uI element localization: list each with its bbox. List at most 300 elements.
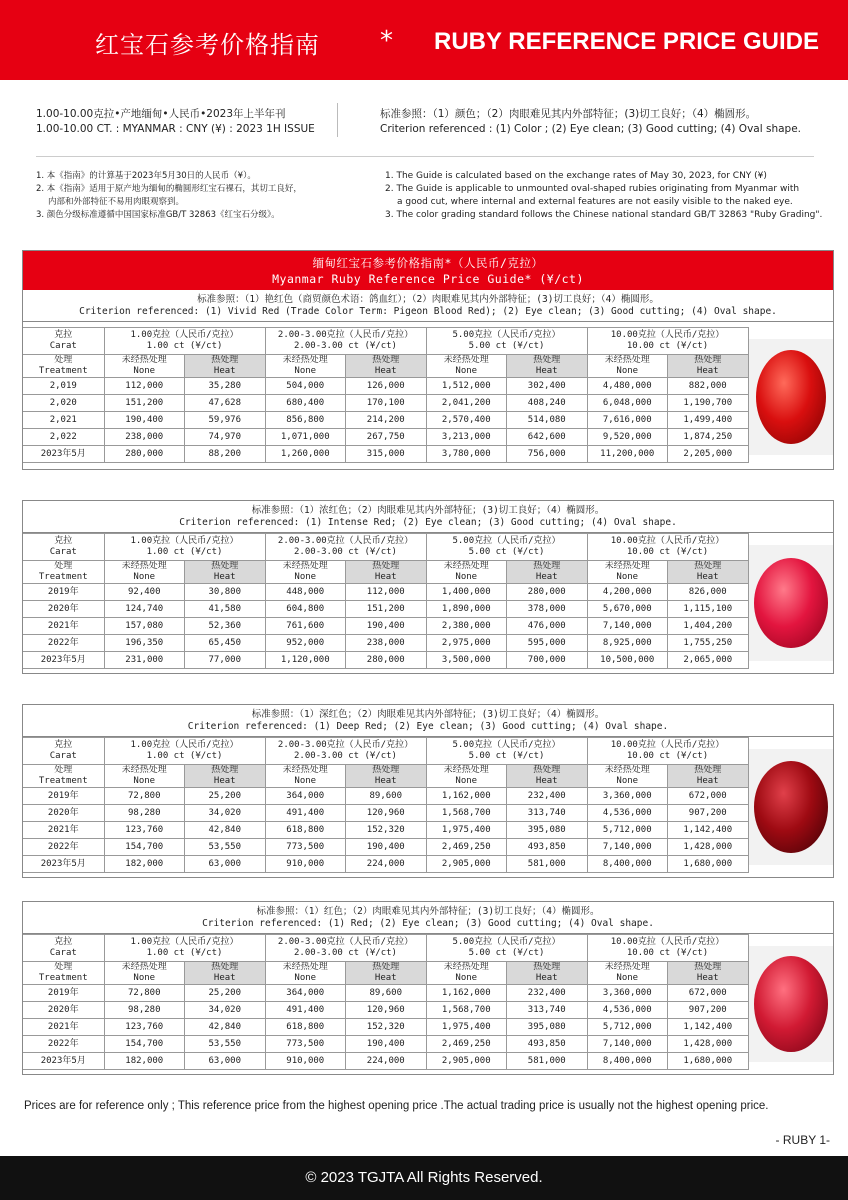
cell-line-en: 2.00-3.00 ct (¥/ct) bbox=[294, 751, 397, 761]
price-none-cell: 11,200,000 bbox=[587, 446, 668, 463]
carat-range-header bbox=[426, 935, 587, 962]
cell-line-en: Heat bbox=[213, 973, 236, 983]
cell-line-en: Carat bbox=[49, 948, 77, 958]
table-row bbox=[23, 584, 748, 601]
carat-range-header bbox=[265, 935, 426, 962]
price-none-cell: 182,000 bbox=[104, 1053, 185, 1070]
cell-line-en: None bbox=[616, 973, 639, 983]
treatment-none-header bbox=[587, 962, 668, 985]
title-star: * bbox=[380, 26, 393, 56]
cell-line-cn: 热处理 bbox=[533, 765, 561, 775]
price-heat-cell: 267,750 bbox=[346, 429, 427, 446]
price-heat-cell: 1,428,000 bbox=[668, 1036, 749, 1053]
carat-header-row bbox=[23, 534, 748, 561]
price-heat-cell: 214,200 bbox=[346, 412, 427, 429]
cell-line-cn: 热处理 bbox=[533, 561, 561, 571]
ruby-image-cell bbox=[749, 339, 833, 455]
price-heat-cell: 35,280 bbox=[185, 378, 266, 395]
year-cell: 2023年5月 bbox=[23, 446, 104, 463]
treatment-none-header bbox=[426, 962, 507, 985]
year-cell: 2023年5月 bbox=[23, 652, 104, 669]
price-none-cell: 182,000 bbox=[104, 856, 185, 873]
carat-range-header bbox=[587, 328, 748, 355]
price-heat-cell: 882,000 bbox=[668, 378, 749, 395]
cell-line-cn: 5.00克拉（人民币/克拉） bbox=[452, 536, 561, 546]
note-en-1: 1. The Guide is calculated based on the exchange rates of May 30, 2023, for CNY (¥) bbox=[385, 171, 767, 181]
price-heat-cell: 53,550 bbox=[185, 1036, 266, 1053]
cell-line-cn: 热处理 bbox=[694, 355, 722, 365]
treatment-none-header bbox=[265, 355, 346, 378]
cell-line-cn: 热处理 bbox=[694, 561, 722, 571]
cell-line-en: None bbox=[455, 572, 478, 582]
cell-line-cn: 未经热处理 bbox=[282, 355, 328, 365]
treatment-label bbox=[23, 355, 104, 378]
main-title-cn: 缅甸红宝石参考价格指南*（人民币/克拉） bbox=[312, 256, 544, 270]
price-heat-cell: 1,874,250 bbox=[668, 429, 749, 446]
price-none-cell: 2,905,000 bbox=[426, 1053, 507, 1070]
price-heat-cell: 52,360 bbox=[185, 618, 266, 635]
cell-line-en: 1.00 ct (¥/ct) bbox=[146, 751, 223, 761]
cell-line-en: Treatment bbox=[38, 973, 88, 983]
cell-line-cn: 1.00克拉（人民币/克拉） bbox=[130, 740, 239, 750]
price-heat-cell: 378,000 bbox=[507, 601, 588, 618]
cell-line-cn: 未经热处理 bbox=[604, 561, 650, 571]
table-row bbox=[23, 618, 748, 635]
treatment-none-header bbox=[587, 765, 668, 788]
cell-line-cn: 10.00克拉（人民币/克拉） bbox=[610, 536, 725, 546]
cell-line-cn: 克拉 bbox=[54, 740, 73, 750]
price-none-cell: 773,500 bbox=[265, 839, 346, 856]
table-row bbox=[23, 446, 748, 463]
price-heat-cell: 47,628 bbox=[185, 395, 266, 412]
carat-header-row bbox=[23, 935, 748, 962]
treatment-heat-header bbox=[185, 355, 266, 378]
treatment-none-header bbox=[104, 962, 185, 985]
treatment-heat-header bbox=[346, 765, 427, 788]
treatment-none-header bbox=[265, 962, 346, 985]
cell-line-cn: 2.00-3.00克拉（人民币/克拉） bbox=[277, 536, 414, 546]
price-heat-cell: 190,400 bbox=[346, 1036, 427, 1053]
table-row bbox=[23, 788, 748, 805]
cell-line-en: 2.00-3.00 ct (¥/ct) bbox=[294, 341, 397, 351]
year-cell: 2,020 bbox=[23, 395, 104, 412]
ruby-gem-icon bbox=[754, 761, 828, 853]
year-cell: 2019年 bbox=[23, 584, 104, 601]
cell-line-cn: 处理 bbox=[54, 765, 73, 775]
ruby-gem-icon bbox=[754, 558, 828, 648]
price-none-cell: 7,140,000 bbox=[587, 618, 668, 635]
cell-line-en: 1.00 ct (¥/ct) bbox=[146, 948, 223, 958]
price-none-cell: 238,000 bbox=[104, 429, 185, 446]
carat-header-row bbox=[23, 738, 748, 765]
price-heat-cell: 88,200 bbox=[185, 446, 266, 463]
cell-line-en: None bbox=[294, 776, 317, 786]
price-none-cell: 1,162,000 bbox=[426, 985, 507, 1002]
cell-line-cn: 未经热处理 bbox=[604, 355, 650, 365]
cell-line-en: None bbox=[294, 973, 317, 983]
cell-line-cn: 未经热处理 bbox=[443, 765, 489, 775]
cell-line-en: 1.00 ct (¥/ct) bbox=[146, 547, 223, 557]
price-none-cell: 2,905,000 bbox=[426, 856, 507, 873]
price-none-cell: 1,260,000 bbox=[265, 446, 346, 463]
cell-line-cn: 10.00克拉（人民币/克拉） bbox=[610, 740, 725, 750]
price-heat-cell: 907,200 bbox=[668, 1002, 749, 1019]
price-none-cell: 3,213,000 bbox=[426, 429, 507, 446]
year-cell: 2,019 bbox=[23, 378, 104, 395]
treatment-header-row bbox=[23, 561, 748, 584]
cell-line-en: None bbox=[455, 366, 478, 376]
cell-line-en: Heat bbox=[696, 776, 719, 786]
price-none-cell: 9,520,000 bbox=[587, 429, 668, 446]
cell-line-en: Heat bbox=[213, 776, 236, 786]
price-heat-cell: 152,320 bbox=[346, 822, 427, 839]
table-row bbox=[23, 1002, 748, 1019]
price-none-cell: 2,469,250 bbox=[426, 839, 507, 856]
price-heat-cell: 756,000 bbox=[507, 446, 588, 463]
table-row bbox=[23, 985, 748, 1002]
treatment-none-header bbox=[587, 561, 668, 584]
carat-range-header bbox=[426, 534, 587, 561]
price-heat-cell: 313,740 bbox=[507, 1002, 588, 1019]
price-none-cell: 4,536,000 bbox=[587, 1002, 668, 1019]
cell-line-en: Heat bbox=[696, 366, 719, 376]
price-heat-cell: 63,000 bbox=[185, 856, 266, 873]
price-heat-cell: 120,960 bbox=[346, 1002, 427, 1019]
cell-line-en: 10.00 ct (¥/ct) bbox=[626, 948, 709, 958]
treatment-none-header bbox=[265, 765, 346, 788]
price-heat-cell: 595,000 bbox=[507, 635, 588, 652]
carat-label bbox=[23, 328, 104, 355]
cell-line-cn: 克拉 bbox=[54, 536, 73, 546]
cell-line-cn: 未经热处理 bbox=[282, 962, 328, 972]
carat-range-header bbox=[104, 328, 265, 355]
cell-line-cn: 克拉 bbox=[54, 330, 73, 340]
price-none-cell: 112,000 bbox=[104, 378, 185, 395]
cell-line-en: 10.00 ct (¥/ct) bbox=[626, 751, 709, 761]
carat-range-header bbox=[426, 738, 587, 765]
price-heat-cell: 1,680,000 bbox=[668, 856, 749, 873]
treatment-heat-header bbox=[668, 355, 749, 378]
price-none-cell: 761,600 bbox=[265, 618, 346, 635]
cell-line-en: None bbox=[616, 572, 639, 582]
price-none-cell: 5,712,000 bbox=[587, 1019, 668, 1036]
price-none-cell: 3,780,000 bbox=[426, 446, 507, 463]
cell-line-en: None bbox=[294, 572, 317, 582]
cell-line-en: 2.00-3.00 ct (¥/ct) bbox=[294, 948, 397, 958]
treatment-none-header bbox=[104, 355, 185, 378]
table-row bbox=[23, 429, 748, 446]
edition-info-cn: 1.00-10.00克拉•产地缅甸•人民币•2023年上半年刊 bbox=[36, 108, 286, 120]
price-heat-cell: 77,000 bbox=[185, 652, 266, 669]
ruby-gem-icon bbox=[756, 350, 826, 444]
treatment-heat-header bbox=[346, 561, 427, 584]
year-cell: 2019年 bbox=[23, 788, 104, 805]
cell-line-en: None bbox=[455, 973, 478, 983]
price-none-cell: 910,000 bbox=[265, 856, 346, 873]
cell-line-cn: 未经热处理 bbox=[282, 765, 328, 775]
carat-range-header bbox=[265, 534, 426, 561]
price-none-cell: 773,500 bbox=[265, 1036, 346, 1053]
note-cn-1: 1. 本《指南》的计算基于2023年5月30日的人民币（¥）。 bbox=[36, 171, 256, 181]
price-none-cell: 3,360,000 bbox=[587, 788, 668, 805]
price-heat-cell: 42,840 bbox=[185, 822, 266, 839]
price-none-cell: 10,500,000 bbox=[587, 652, 668, 669]
cell-line-cn: 热处理 bbox=[372, 355, 400, 365]
cell-line-cn: 热处理 bbox=[211, 765, 239, 775]
cell-line-cn: 2.00-3.00克拉（人民币/克拉） bbox=[277, 330, 414, 340]
price-none-cell: 1,512,000 bbox=[426, 378, 507, 395]
treatment-heat-header bbox=[346, 355, 427, 378]
treatment-none-header bbox=[426, 765, 507, 788]
price-heat-cell: 1,428,000 bbox=[668, 839, 749, 856]
treatment-none-header bbox=[265, 561, 346, 584]
price-none-cell: 72,800 bbox=[104, 788, 185, 805]
price-heat-cell: 395,080 bbox=[507, 1019, 588, 1036]
cell-line-en: 5.00 ct (¥/ct) bbox=[468, 751, 545, 761]
price-none-cell: 2,041,200 bbox=[426, 395, 507, 412]
price-none-cell: 5,712,000 bbox=[587, 822, 668, 839]
criterion-info-en: Criterion referenced : (1) Color ; (2) Eye clean; (3) Good cutting; (4) Oval shape. bbox=[380, 123, 801, 135]
table-row bbox=[23, 378, 748, 395]
year-cell: 2020年 bbox=[23, 1002, 104, 1019]
cell-line-cn: 热处理 bbox=[694, 962, 722, 972]
cell-line-en: Carat bbox=[49, 751, 77, 761]
year-cell: 2020年 bbox=[23, 601, 104, 618]
price-none-cell: 1,890,000 bbox=[426, 601, 507, 618]
header-banner bbox=[0, 0, 848, 80]
carat-range-header bbox=[104, 738, 265, 765]
cell-line-en: Treatment bbox=[38, 776, 88, 786]
criterion-en: Criterion referenced: (1) Red; (2) Eye clean; (3) Good cutting; (4) Oval shape. bbox=[202, 918, 654, 929]
carat-range-header bbox=[104, 534, 265, 561]
cell-line-cn: 10.00克拉（人民币/克拉） bbox=[610, 937, 725, 947]
price-heat-cell: 41,580 bbox=[185, 601, 266, 618]
table-row bbox=[23, 1036, 748, 1053]
carat-label bbox=[23, 935, 104, 962]
cell-line-en: Treatment bbox=[38, 572, 88, 582]
table-row bbox=[23, 395, 748, 412]
cell-line-en: Carat bbox=[49, 341, 77, 351]
price-none-cell: 4,536,000 bbox=[587, 805, 668, 822]
table-row bbox=[23, 635, 748, 652]
price-heat-cell: 89,600 bbox=[346, 788, 427, 805]
price-heat-cell: 313,740 bbox=[507, 805, 588, 822]
section-criterion bbox=[23, 902, 833, 934]
cell-line-en: Carat bbox=[49, 547, 77, 557]
cell-line-en: Heat bbox=[696, 973, 719, 983]
cell-line-en: Heat bbox=[696, 572, 719, 582]
price-none-cell: 8,400,000 bbox=[587, 1053, 668, 1070]
price-heat-cell: 1,190,700 bbox=[668, 395, 749, 412]
table-row bbox=[23, 856, 748, 873]
price-none-cell: 196,350 bbox=[104, 635, 185, 652]
price-none-cell: 364,000 bbox=[265, 985, 346, 1002]
price-none-cell: 3,360,000 bbox=[587, 985, 668, 1002]
cell-line-cn: 1.00克拉（人民币/克拉） bbox=[130, 536, 239, 546]
price-none-cell: 231,000 bbox=[104, 652, 185, 669]
price-none-cell: 504,000 bbox=[265, 378, 346, 395]
cell-line-en: Heat bbox=[374, 366, 397, 376]
treatment-heat-header bbox=[507, 355, 588, 378]
treatment-heat-header bbox=[507, 561, 588, 584]
cell-line-cn: 1.00克拉（人民币/克拉） bbox=[130, 937, 239, 947]
table-row bbox=[23, 412, 748, 429]
cell-line-cn: 5.00克拉（人民币/克拉） bbox=[452, 740, 561, 750]
price-heat-cell: 493,850 bbox=[507, 839, 588, 856]
price-heat-cell: 190,400 bbox=[346, 618, 427, 635]
cell-line-cn: 5.00克拉（人民币/克拉） bbox=[452, 330, 561, 340]
edition-info bbox=[36, 107, 315, 137]
price-heat-cell: 34,020 bbox=[185, 1002, 266, 1019]
price-heat-cell: 232,400 bbox=[507, 788, 588, 805]
note-cn-2: 2. 本《指南》适用于原产地为缅甸的椭圆形红宝石裸石，其切工良好， bbox=[36, 184, 302, 194]
cell-line-cn: 热处理 bbox=[372, 962, 400, 972]
price-heat-cell: 700,000 bbox=[507, 652, 588, 669]
treatment-header-row bbox=[23, 765, 748, 788]
cell-line-cn: 处理 bbox=[54, 962, 73, 972]
price-heat-cell: 25,200 bbox=[185, 985, 266, 1002]
price-none-cell: 98,280 bbox=[104, 805, 185, 822]
price-none-cell: 7,616,000 bbox=[587, 412, 668, 429]
note-en-3: 3. The color grading standard follows the Chinese national standard GB/T 32863 "Ruby Grading". bbox=[385, 210, 823, 220]
cell-line-cn: 未经热处理 bbox=[282, 561, 328, 571]
price-none-cell: 952,000 bbox=[265, 635, 346, 652]
cell-line-cn: 热处理 bbox=[694, 765, 722, 775]
carat-range-header bbox=[104, 935, 265, 962]
page-number: - RUBY 1- bbox=[775, 1133, 830, 1147]
price-table bbox=[23, 934, 749, 1070]
price-none-cell: 2,975,000 bbox=[426, 635, 507, 652]
cell-line-cn: 热处理 bbox=[211, 561, 239, 571]
criterion-en: Criterion referenced: (1) Intense Red; (2) Eye clean; (3) Good cutting; (4) Oval shape. bbox=[179, 517, 677, 528]
price-none-cell: 856,800 bbox=[265, 412, 346, 429]
price-heat-cell: 112,000 bbox=[346, 584, 427, 601]
cell-line-cn: 未经热处理 bbox=[121, 355, 167, 365]
price-heat-cell: 53,550 bbox=[185, 839, 266, 856]
treatment-header-row bbox=[23, 355, 748, 378]
price-heat-cell: 152,320 bbox=[346, 1019, 427, 1036]
treatment-heat-header bbox=[185, 561, 266, 584]
price-heat-cell: 2,065,000 bbox=[668, 652, 749, 669]
section-criterion bbox=[23, 501, 833, 533]
price-heat-cell: 280,000 bbox=[346, 652, 427, 669]
year-cell: 2023年5月 bbox=[23, 1053, 104, 1070]
cell-line-en: None bbox=[133, 572, 156, 582]
carat-range-header bbox=[265, 738, 426, 765]
cell-line-en: None bbox=[455, 776, 478, 786]
main-table-title bbox=[23, 251, 833, 290]
cell-line-en: Heat bbox=[535, 776, 558, 786]
note-cn-3: 3. 颜色分级标准遵循中国国家标准GB/T 32863《红宝石分级》。 bbox=[36, 210, 280, 220]
price-none-cell: 448,000 bbox=[265, 584, 346, 601]
cell-line-en: 5.00 ct (¥/ct) bbox=[468, 948, 545, 958]
price-none-cell: 7,140,000 bbox=[587, 1036, 668, 1053]
price-table bbox=[23, 737, 749, 873]
price-none-cell: 5,670,000 bbox=[587, 601, 668, 618]
treatment-label bbox=[23, 765, 104, 788]
price-disclaimer: Prices are for reference only ; This reference price from the highest opening price .The actual trading price is usually not the highest opening price. bbox=[24, 1100, 769, 1112]
price-heat-cell: 190,400 bbox=[346, 839, 427, 856]
price-heat-cell: 493,850 bbox=[507, 1036, 588, 1053]
price-none-cell: 4,200,000 bbox=[587, 584, 668, 601]
cell-line-en: 1.00 ct (¥/ct) bbox=[146, 341, 223, 351]
price-heat-cell: 826,000 bbox=[668, 584, 749, 601]
cell-line-en: Heat bbox=[535, 366, 558, 376]
price-none-cell: 1,400,000 bbox=[426, 584, 507, 601]
price-heat-cell: 1,142,400 bbox=[668, 1019, 749, 1036]
treatment-heat-header bbox=[668, 962, 749, 985]
cell-line-en: Treatment bbox=[38, 366, 88, 376]
cell-line-en: None bbox=[294, 366, 317, 376]
price-heat-cell: 224,000 bbox=[346, 1053, 427, 1070]
cell-line-cn: 热处理 bbox=[372, 765, 400, 775]
treatment-none-header bbox=[426, 355, 507, 378]
cell-line-en: None bbox=[133, 366, 156, 376]
price-none-cell: 1,120,000 bbox=[265, 652, 346, 669]
ruby-image-cell bbox=[749, 545, 833, 661]
year-cell: 2022年 bbox=[23, 1036, 104, 1053]
cell-line-cn: 未经热处理 bbox=[121, 765, 167, 775]
carat-label bbox=[23, 534, 104, 561]
cell-line-cn: 热处理 bbox=[211, 355, 239, 365]
treatment-none-header bbox=[587, 355, 668, 378]
cell-line-en: 5.00 ct (¥/ct) bbox=[468, 547, 545, 557]
treatment-header-row bbox=[23, 962, 748, 985]
price-heat-cell: 476,000 bbox=[507, 618, 588, 635]
cell-line-cn: 2.00-3.00克拉（人民币/克拉） bbox=[277, 740, 414, 750]
treatment-none-header bbox=[104, 561, 185, 584]
table-row bbox=[23, 805, 748, 822]
treatment-heat-header bbox=[185, 962, 266, 985]
price-none-cell: 1,568,700 bbox=[426, 805, 507, 822]
ruby-image-cell bbox=[749, 946, 833, 1062]
price-none-cell: 1,568,700 bbox=[426, 1002, 507, 1019]
price-heat-cell: 63,000 bbox=[185, 1053, 266, 1070]
notes-cn bbox=[36, 170, 356, 222]
title-cn: 红宝石参考价格指南 bbox=[95, 31, 320, 59]
price-none-cell: 151,200 bbox=[104, 395, 185, 412]
price-heat-cell: 1,115,100 bbox=[668, 601, 749, 618]
table-row bbox=[23, 1019, 748, 1036]
cell-line-cn: 未经热处理 bbox=[604, 765, 650, 775]
price-none-cell: 2,380,000 bbox=[426, 618, 507, 635]
price-heat-cell: 315,000 bbox=[346, 446, 427, 463]
treatment-heat-header bbox=[668, 561, 749, 584]
price-heat-cell: 672,000 bbox=[668, 985, 749, 1002]
price-heat-cell: 395,080 bbox=[507, 822, 588, 839]
copyright-footer: © 2023 TGJTA All Rights Reserved. bbox=[0, 1156, 848, 1200]
price-section-deep-red bbox=[22, 704, 834, 878]
criterion-cn: 标准参照：（1）艳红色（商贸颜色术语：鸽血红）；（2）肉眼难见其内外部特征；(3)切工良好；（4）椭圆形。 bbox=[197, 294, 659, 305]
price-heat-cell: 25,200 bbox=[185, 788, 266, 805]
price-none-cell: 618,800 bbox=[265, 1019, 346, 1036]
price-none-cell: 2,469,250 bbox=[426, 1036, 507, 1053]
price-none-cell: 154,700 bbox=[104, 1036, 185, 1053]
criterion-info bbox=[380, 107, 801, 137]
note-cn-2b: 内部和外部特征不易用肉眼观察到。 bbox=[48, 197, 185, 207]
title-en: RUBY REFERENCE PRICE GUIDE bbox=[434, 28, 819, 55]
price-table bbox=[23, 327, 749, 463]
cell-line-en: Heat bbox=[374, 776, 397, 786]
cell-line-cn: 热处理 bbox=[533, 962, 561, 972]
cell-line-en: Heat bbox=[535, 572, 558, 582]
price-none-cell: 910,000 bbox=[265, 1053, 346, 1070]
cell-line-cn: 未经热处理 bbox=[121, 561, 167, 571]
price-heat-cell: 1,755,250 bbox=[668, 635, 749, 652]
price-heat-cell: 151,200 bbox=[346, 601, 427, 618]
treatment-heat-header bbox=[668, 765, 749, 788]
price-none-cell: 6,048,000 bbox=[587, 395, 668, 412]
